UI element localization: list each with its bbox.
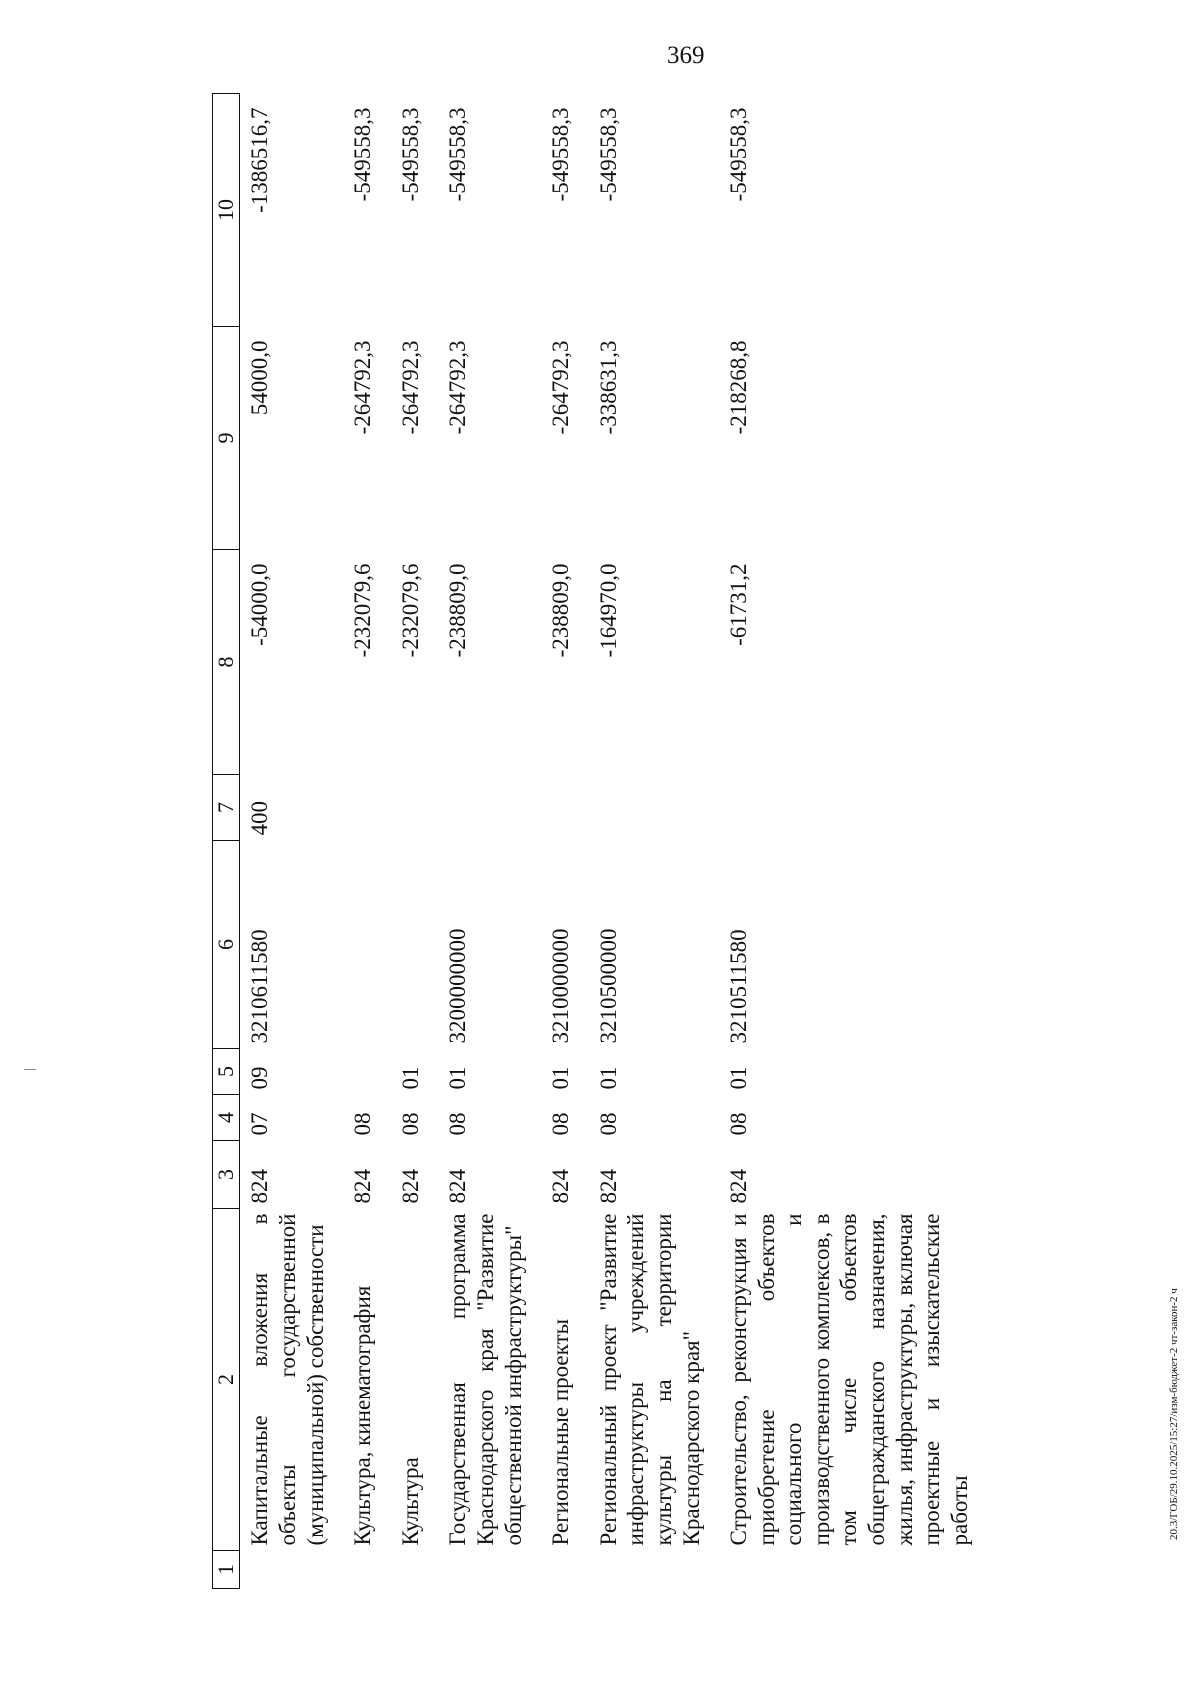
column-header: 7 [213,775,240,841]
cell-line-number [589,1551,719,1589]
footer-document-code: 20.3/ГОБ/29.10.2025/15:27/изм-бюджет-2 чт-закон-2 ч [1168,1288,1180,1540]
cell-amount-1: -232079,6 [350,563,376,658]
table-row [343,94,391,1589]
budget-table [212,93,987,1589]
cell-expense-type [391,775,439,841]
column-header: 4 [213,1095,240,1141]
cell-amount-1: -61731,2 [726,563,752,646]
column-header: 8 [213,550,240,775]
table-row [719,94,987,1589]
column-header: 2 [213,1209,240,1551]
cell-amount-1: -164970,0 [595,563,621,658]
cell-ministry-code: 824 [445,1169,471,1204]
cell-expense-type [719,775,987,841]
cell-expense-type [438,775,541,841]
cell-ministry-code: 824 [548,1169,574,1204]
cell-ministry-code: 824 [350,1169,376,1204]
cell-amount-3: -549558,3 [595,107,621,202]
cell-section-code: 08 [397,1112,423,1136]
cell-amount-2: 54000,0 [247,340,273,416]
table-row [438,94,541,1589]
cell-item-name: Культура [397,1457,423,1546]
cell-target-article: 3210500000 [595,928,621,1044]
cell-amount-2: -264792,3 [397,340,423,435]
page-number: 369 [667,42,705,69]
rotated-table-container [212,94,1200,1589]
table-row [391,94,439,1589]
cell-target-article: 3210000000 [548,928,574,1044]
cell-target-article: 3210611580 [247,929,273,1044]
cell-ministry-code: 824 [726,1169,752,1204]
column-header: 3 [213,1141,240,1209]
cell-target-article: 3210511580 [726,929,752,1044]
cell-amount-3: -549558,3 [726,107,752,202]
table-row [240,94,343,1589]
cell-target-article: 3200000000 [445,928,471,1044]
cell-line-number [719,1551,987,1589]
cell-amount-3: -549558,3 [350,107,376,202]
column-header: 9 [213,327,240,550]
cell-line-number [438,1551,541,1589]
cell-subsection-code: 01 [726,1066,752,1090]
cell-amount-1: -232079,6 [397,563,423,658]
column-header: 10 [213,94,240,327]
cell-ministry-code: 824 [397,1169,423,1204]
cell-item-name: Региональные проекты [548,1318,574,1546]
cell-item-name: Капитальные вложения в объекты государственной (муниципальной) собственности [247,1213,328,1546]
cell-subsection-code: 09 [247,1066,273,1090]
cell-line-number [343,1551,391,1589]
cell-section-code: 08 [726,1112,752,1136]
cell-expense-type [541,775,589,841]
cell-ministry-code: 824 [595,1169,621,1204]
cell-target-article [391,841,439,1049]
cell-subsection-code: 01 [397,1066,423,1090]
cell-item-name: Государственная программа Краснодарского края "Развитие общественной инфраструктуры" [445,1213,526,1546]
cell-target-article [343,841,391,1049]
cell-item-name: Региональный проект "Развитие инфраструктуры учреждений культуры на территории Краснодарского края" [595,1213,704,1546]
cell-amount-3: -549558,3 [548,107,574,202]
column-header: 6 [213,841,240,1049]
cell-subsection-code: 01 [548,1066,574,1090]
cell-section-code: 08 [595,1112,621,1136]
cell-subsection-code [343,1049,391,1095]
cell-section-code: 08 [350,1112,376,1136]
table-header-row [213,94,240,1589]
table-row [541,94,589,1589]
cell-amount-3: -549558,3 [445,107,471,202]
cell-amount-3: -1386516,7 [247,107,273,213]
cell-amount-2: -338631,3 [595,340,621,435]
table-row [589,94,719,1589]
cell-subsection-code: 01 [445,1066,471,1090]
cell-amount-2: -264792,3 [350,340,376,435]
cell-amount-1: -238809,0 [548,563,574,658]
cell-item-name: Культура, кинематография [350,1285,376,1546]
cell-line-number [391,1551,439,1589]
column-header: 1 [213,1551,240,1589]
cell-subsection-code: 01 [595,1066,621,1090]
cell-amount-2: -264792,3 [548,340,574,435]
cell-section-code: 08 [445,1112,471,1136]
cell-item-name: Строительство, реконструкция и приобретение объектов социального и производственного комплексов, в том числе объектов общегражданского назначения, жилья, инфраструктуры, включая проектные и изыскательские работы [726,1213,972,1546]
cell-line-number [541,1551,589,1589]
cell-amount-1: -238809,0 [445,563,471,658]
cell-expense-type [589,775,719,841]
cell-ministry-code: 824 [247,1169,273,1204]
cell-section-code: 08 [548,1112,574,1136]
column-header: 5 [213,1049,240,1095]
cell-amount-1: -54000,0 [247,563,273,646]
cell-expense-type [343,775,391,841]
cell-line-number [240,1551,343,1589]
margin-mark [24,1069,36,1070]
cell-expense-type: 400 [247,801,273,836]
cell-amount-2: -264792,3 [445,340,471,435]
cell-section-code: 07 [247,1112,273,1136]
cell-amount-2: -218268,8 [726,340,752,435]
cell-amount-3: -549558,3 [397,107,423,202]
